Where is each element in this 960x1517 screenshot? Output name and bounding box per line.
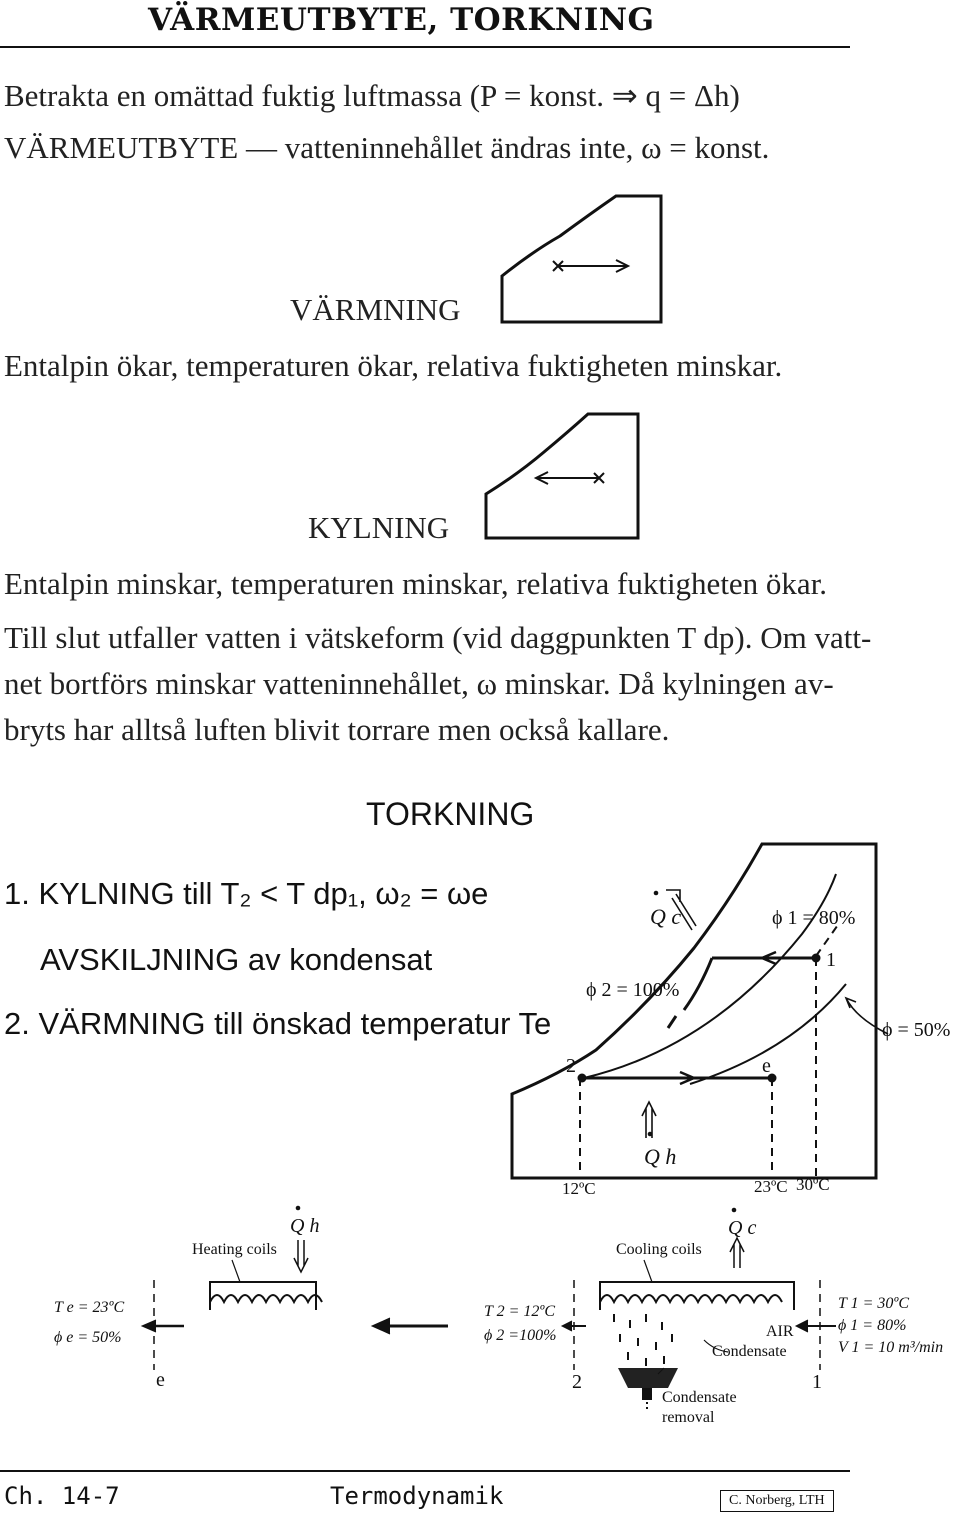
cooling-coils-label: Cooling coils (616, 1241, 702, 1258)
chart-qh-label: Q h (644, 1144, 677, 1169)
heating-text: Entalpin ökar, temperaturen ökar, relativa fuktigheten minskar. (4, 348, 783, 383)
drying-heading: TORKNING (366, 796, 535, 832)
cooling-para-2: net bortförs minskar vatteninnehållet, ω minskar. Då kylningen av- (4, 666, 834, 701)
label-removal-1: Condensate (662, 1389, 737, 1406)
label-te: T e = 23ºC (54, 1299, 125, 1316)
label-v1: V 1 = 10 m³/min (838, 1339, 944, 1356)
drying-separation: AVSKILJNING av kondensat (40, 942, 433, 977)
section-2-label: 2 (572, 1371, 582, 1393)
cooling-diagram (482, 410, 642, 542)
footer-course: Termodynamik (330, 1482, 504, 1510)
phi-80-curve (584, 874, 836, 1078)
flow-arrow-mid-head (372, 1318, 390, 1334)
label-t1: T 1 = 30ºC (838, 1295, 910, 1312)
heating-label: VÄRMNING (290, 292, 461, 327)
label-phi1: ϕ 1 = 80% (838, 1317, 907, 1334)
condensate-drops (614, 1314, 672, 1366)
temp-23: 23ºC (754, 1177, 788, 1196)
psychrometric-chart (500, 838, 960, 1210)
flow-arrow-in-head (796, 1320, 808, 1332)
heating-coils-pointer (232, 1260, 240, 1282)
chart-point-e: e (762, 1055, 771, 1077)
apparatus-qh-arrow (294, 1240, 308, 1272)
heating-coils-label: Heating coils (192, 1241, 277, 1258)
apparatus-qh: Q h (290, 1215, 320, 1237)
footer-rule (0, 1470, 850, 1472)
heating-diagram (498, 192, 666, 326)
condensate-tray (618, 1368, 678, 1388)
label-removal-2: removal (662, 1409, 715, 1426)
intro-line-2: VÄRMEUTBYTE — vatteninnehållet ändras inte, ω = konst. (4, 130, 770, 165)
section-e-label: e (156, 1369, 165, 1391)
chart-point-2: 2 (566, 1055, 576, 1077)
cooling-coils-pointer (644, 1260, 652, 1282)
cooling-chart-outline (486, 414, 638, 538)
cooling-label: KYLNING (308, 510, 450, 545)
section-1-label: 1 (812, 1371, 822, 1393)
cooling-para-3: bryts har alltså luften blivit torrare men också kallare. (4, 712, 670, 747)
temp-12: 12ºC (562, 1179, 596, 1198)
footer-chapter: Ch. 14-7 (4, 1482, 120, 1510)
condensate-drain (642, 1388, 652, 1400)
label-phie: ϕ e = 50% (54, 1329, 122, 1346)
state-2-point (578, 1074, 587, 1083)
chart-phi50-label: ϕ = 50% (882, 1019, 951, 1041)
state-1-point (812, 954, 821, 963)
condensation-arrow (668, 1016, 676, 1028)
page-title: VÄRMEUTBYTE, TORKNING (148, 2, 655, 38)
chart-point-1: 1 (826, 949, 836, 971)
title-rule (0, 46, 850, 48)
heating-chart-outline (502, 196, 661, 322)
heating-coil-loops (210, 1295, 322, 1302)
label-t2: T 2 = 12ºC (484, 1303, 556, 1320)
chart-phi1-label: ϕ 1 = 80% (772, 907, 856, 929)
drying-step-1: 1. KYLNING till T₂ < T dp₁, ω₂ = ωe (4, 876, 489, 911)
apparatus-schematic (44, 1200, 956, 1432)
footer-credit: C. Norberg, LTH (720, 1490, 834, 1512)
label-condensate: Condensate (712, 1343, 787, 1360)
label-phi2: ϕ 2 =100% (484, 1327, 557, 1344)
intro-line-1: Betrakta en omättad fuktig luftmassa (P = konst. ⇒ q = Δh) (4, 78, 740, 113)
drying-step-2: 2. VÄRMNING till önskad temperatur Te (4, 1006, 552, 1041)
flow-arrow-exit-head (142, 1320, 156, 1332)
temp-30: 30ºC (796, 1175, 830, 1194)
condensation-line (684, 958, 712, 1010)
chart-phi2-label: ϕ 2 = 100% (586, 979, 680, 1001)
cooling-coil-loops (600, 1295, 782, 1302)
cooling-text: Entalpin minskar, temperaturen minskar, relativa fuktigheten ökar. (4, 566, 828, 601)
chart-qc-label: Q c (650, 904, 682, 929)
label-air: AIR (766, 1323, 794, 1340)
apparatus-qc-arrow (730, 1238, 744, 1268)
apparatus-qc: Q c (728, 1217, 757, 1239)
cooling-para-1: Till slut utfaller vatten i vätskeform (vid daggpunkten T dp). Om vatt- (4, 620, 872, 655)
